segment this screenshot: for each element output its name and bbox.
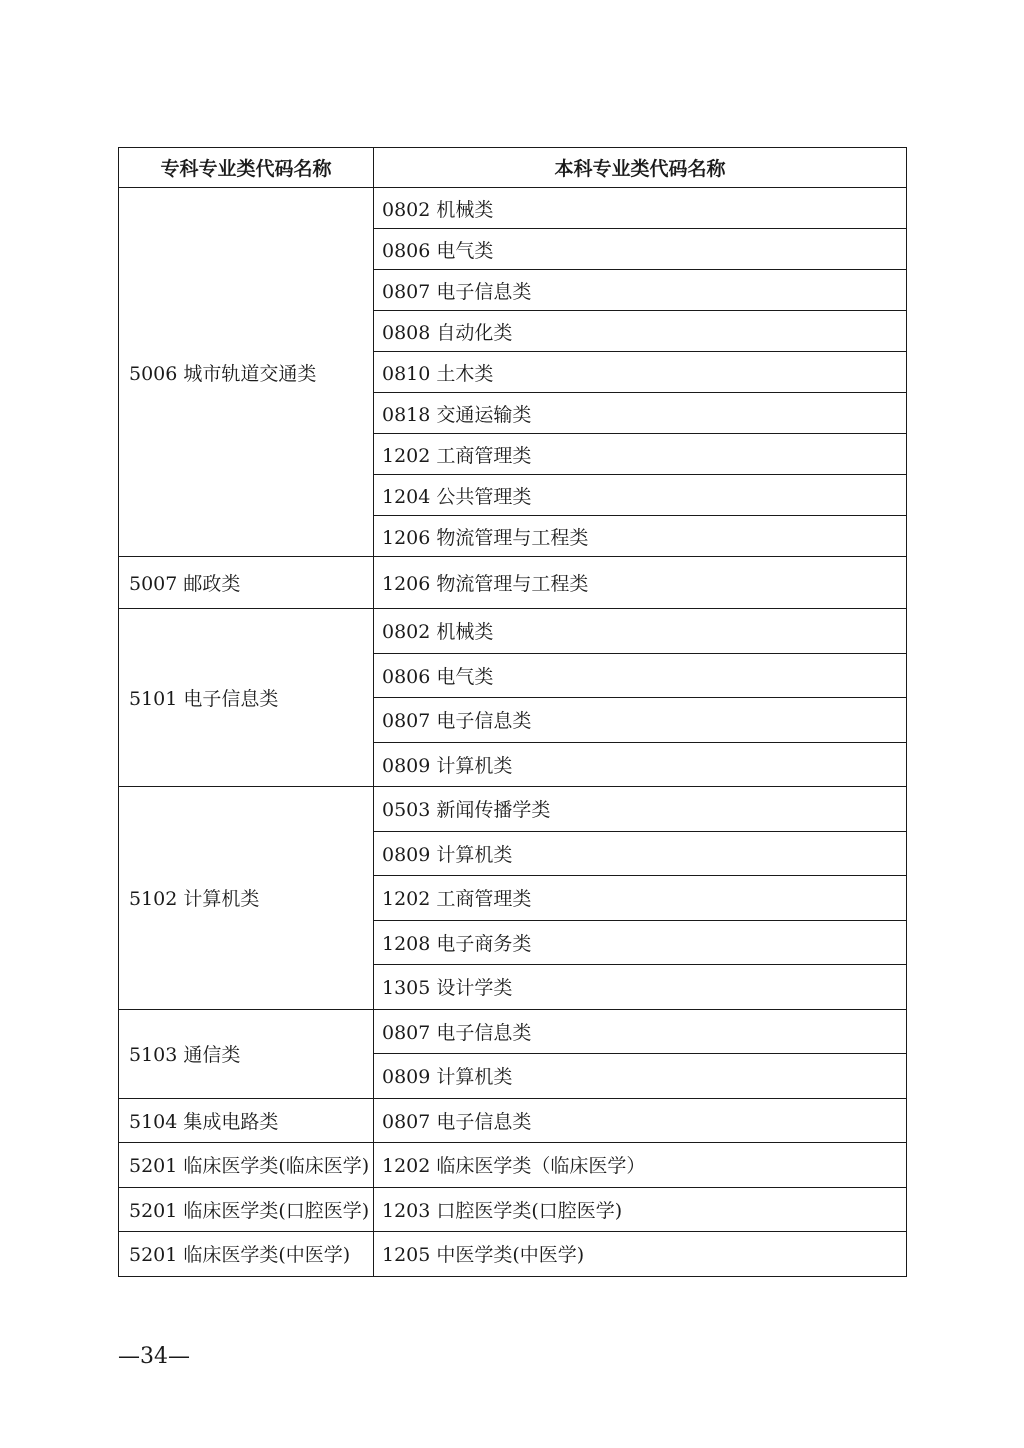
major-mapping-table [118, 147, 907, 1277]
page-number: —34— [118, 1344, 190, 1369]
associate-major-cell: 5104 集成电路类 [119, 1098, 374, 1143]
bachelor-major-cell: 0809 计算机类 [374, 831, 907, 876]
bachelor-major-cell: 0807 电子信息类 [374, 698, 907, 743]
bachelor-major-cell: 0802 机械类 [374, 609, 907, 654]
bachelor-major-cell: 1206 物流管理与工程类 [374, 516, 907, 557]
associate-major-cell: 5102 计算机类 [119, 787, 374, 1010]
associate-major-cell: 5201 临床医学类(口腔医学) [119, 1187, 374, 1232]
bachelor-major-cell: 1205 中医学类(中医学) [374, 1232, 907, 1277]
table-row [119, 1232, 907, 1277]
bachelor-major-cell: 1202 工商管理类 [374, 434, 907, 475]
bachelor-major-cell: 0806 电气类 [374, 229, 907, 270]
bachelor-major-cell: 0809 计算机类 [374, 1054, 907, 1099]
table-row [119, 1098, 907, 1143]
table-row [119, 609, 907, 654]
table-row [119, 1143, 907, 1188]
table-row [119, 557, 907, 609]
bachelor-major-cell: 0808 自动化类 [374, 311, 907, 352]
associate-major-cell: 5201 临床医学类(临床医学) [119, 1143, 374, 1188]
table-row [119, 1187, 907, 1232]
bachelor-major-cell: 1305 设计学类 [374, 965, 907, 1010]
table-row [119, 1009, 907, 1054]
bachelor-major-cell: 0809 计算机类 [374, 742, 907, 787]
bachelor-major-cell: 0806 电气类 [374, 653, 907, 698]
bachelor-major-cell: 1202 工商管理类 [374, 876, 907, 921]
bachelor-major-cell: 0807 电子信息类 [374, 1009, 907, 1054]
bachelor-major-cell: 0807 电子信息类 [374, 1098, 907, 1143]
associate-major-cell: 5103 通信类 [119, 1009, 374, 1098]
bachelor-major-cell: 0810 土木类 [374, 352, 907, 393]
header-bachelor-major: 本科专业类代码名称 [374, 148, 907, 188]
associate-major-cell: 5007 邮政类 [119, 557, 374, 609]
bachelor-major-cell: 1208 电子商务类 [374, 920, 907, 965]
table-header-row [119, 148, 907, 188]
table-row [119, 188, 907, 229]
bachelor-major-cell: 0807 电子信息类 [374, 270, 907, 311]
bachelor-major-cell: 1203 口腔医学类(口腔医学) [374, 1187, 907, 1232]
associate-major-cell: 5201 临床医学类(中医学) [119, 1232, 374, 1277]
associate-major-cell: 5006 城市轨道交通类 [119, 188, 374, 557]
table-row [119, 787, 907, 832]
bachelor-major-cell: 0503 新闻传播学类 [374, 787, 907, 832]
bachelor-major-cell: 0802 机械类 [374, 188, 907, 229]
bachelor-major-cell: 1202 临床医学类（临床医学） [374, 1143, 907, 1188]
bachelor-major-cell: 1206 物流管理与工程类 [374, 557, 907, 609]
bachelor-major-cell: 0818 交通运输类 [374, 393, 907, 434]
bachelor-major-cell: 1204 公共管理类 [374, 475, 907, 516]
header-associate-major: 专科专业类代码名称 [119, 148, 374, 188]
major-mapping-table-container [118, 147, 906, 1277]
table-body [119, 188, 907, 1277]
associate-major-cell: 5101 电子信息类 [119, 609, 374, 787]
